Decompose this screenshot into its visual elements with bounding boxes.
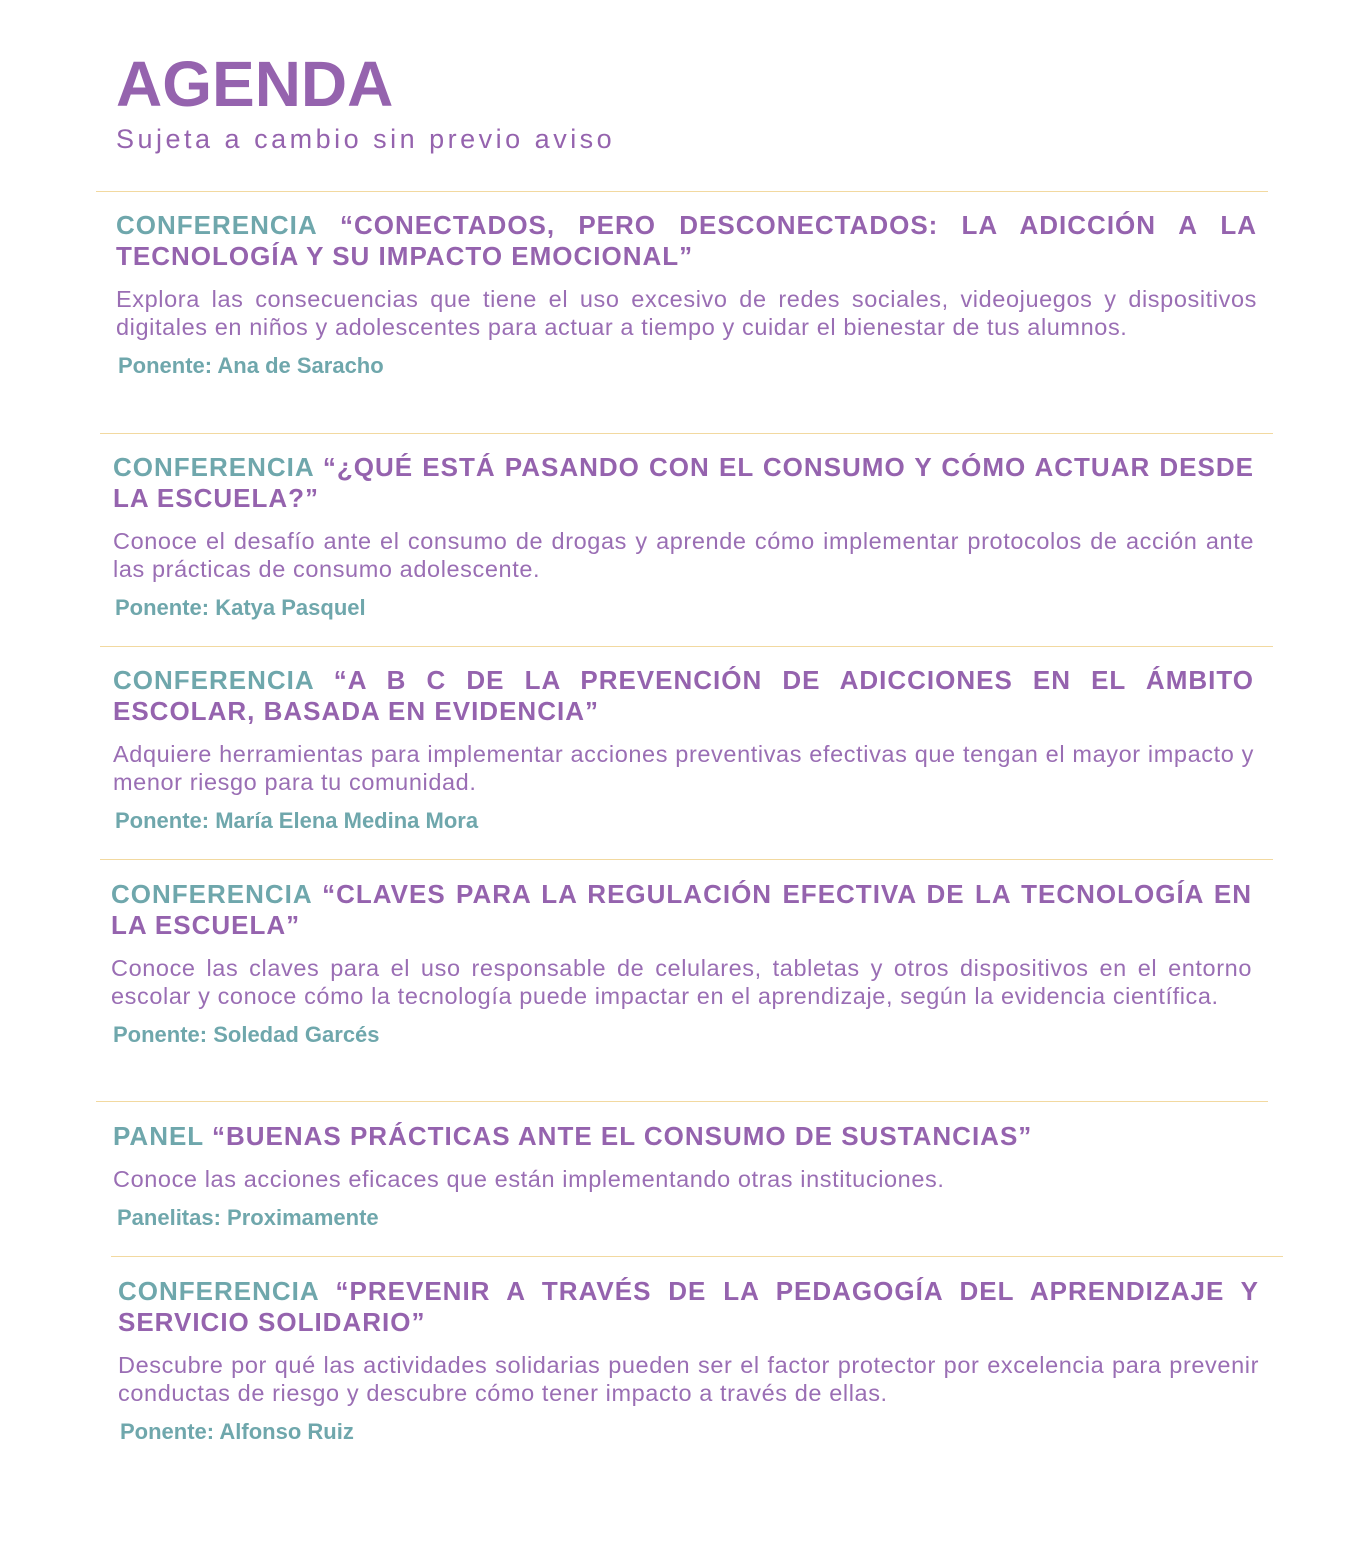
item-kind: CONFERENCIA: [111, 879, 312, 909]
item-kind: CONFERENCIA: [113, 452, 314, 482]
item-description: Conoce las acciones eficaces que están implementando otras instituciones.: [113, 1166, 945, 1192]
item-speaker: Ponente: Ana de Saracho: [118, 353, 384, 378]
agenda-item: [113, 1121, 1254, 1231]
item-title: “A B C DE LA PREVENCIÓN DE ADICCIONES EN EL ÁMBITO ESCOLAR, BASADA EN EVIDENCIA”: [113, 665, 1254, 726]
divider: [96, 1101, 1268, 1102]
agenda-header: [116, 48, 615, 155]
item-description: Conoce el desafío ante el consumo de drogas y aprende cómo implementar protocolos de acción ante las prácticas de consumo adolescente.: [113, 528, 1254, 582]
item-heading: [113, 665, 1254, 727]
item-heading: [118, 1276, 1259, 1338]
agenda-item: [111, 879, 1252, 1048]
agenda-item: [116, 210, 1257, 379]
item-title: “PREVENIR A TRAVÉS DE LA PEDAGOGÍA DEL APRENDIZAJE Y SERVICIO SOLIDARIO”: [118, 1276, 1259, 1337]
divider: [100, 859, 1273, 860]
item-kind: CONFERENCIA: [113, 665, 314, 695]
item-title: “CONECTADOS, PERO DESCONECTADOS: LA ADICCIÓN A LA TECNOLOGÍA Y SU IMPACTO EMOCIONAL”: [116, 210, 1257, 271]
agenda-item: [113, 665, 1254, 834]
item-kind: CONFERENCIA: [116, 210, 317, 240]
item-heading: [113, 1121, 1254, 1152]
item-description: Conoce las claves para el uso responsable de celulares, tabletas y otros dispositivos en el entorno escolar y conoce cómo la tecnología puede impactar en el aprendizaje, según la evidencia científica.: [111, 955, 1252, 1009]
item-title: “BUENAS PRÁCTICAS ANTE EL CONSUMO DE SUSTANCIAS”: [211, 1121, 1033, 1151]
divider: [111, 1256, 1283, 1257]
item-heading: [113, 452, 1254, 514]
item-speaker: Panelitas: Proximamente: [117, 1205, 379, 1230]
item-speaker: Ponente: María Elena Medina Mora: [115, 808, 479, 833]
item-speaker: Ponente: Alfonso Ruiz: [120, 1419, 354, 1444]
page-subtitle: Sujeta a cambio sin previo aviso: [116, 124, 616, 154]
item-heading: [116, 210, 1257, 272]
item-description: Explora las consecuencias que tiene el uso excesivo de redes sociales, videojuegos y dispositivos digitales en niños y adolescentes para actuar a tiempo y cuidar el bienestar de tus alumnos.: [116, 286, 1257, 340]
item-speaker: Ponente: Soledad Garcés: [113, 1022, 380, 1047]
item-speaker: Ponente: Katya Pasquel: [115, 595, 366, 620]
item-kind: PANEL: [113, 1121, 204, 1151]
agenda-item: [113, 452, 1254, 621]
item-description: Descubre por qué las actividades solidarias pueden ser el factor protector por excelencia para prevenir conductas de riesgo y descubre cómo tener impacto a través de ellas.: [118, 1352, 1259, 1406]
divider: [100, 646, 1273, 647]
page-title: AGENDA: [116, 48, 394, 120]
item-title: “CLAVES PARA LA REGULACIÓN EFECTIVA DE LA TECNOLOGÍA EN LA ESCUELA”: [111, 879, 1253, 940]
divider: [96, 191, 1268, 192]
item-kind: CONFERENCIA: [118, 1276, 319, 1306]
item-heading: [111, 879, 1252, 941]
item-description: Adquiere herramientas para implementar acciones preventivas efectivas que tengan el mayor impacto y menor riesgo para tu comunidad.: [113, 741, 1254, 795]
agenda-item: [118, 1276, 1259, 1445]
divider: [100, 433, 1273, 434]
item-title: “¿QUÉ ESTÁ PASANDO CON EL CONSUMO Y CÓMO ACTUAR DESDE LA ESCUELA?”: [113, 452, 1254, 513]
